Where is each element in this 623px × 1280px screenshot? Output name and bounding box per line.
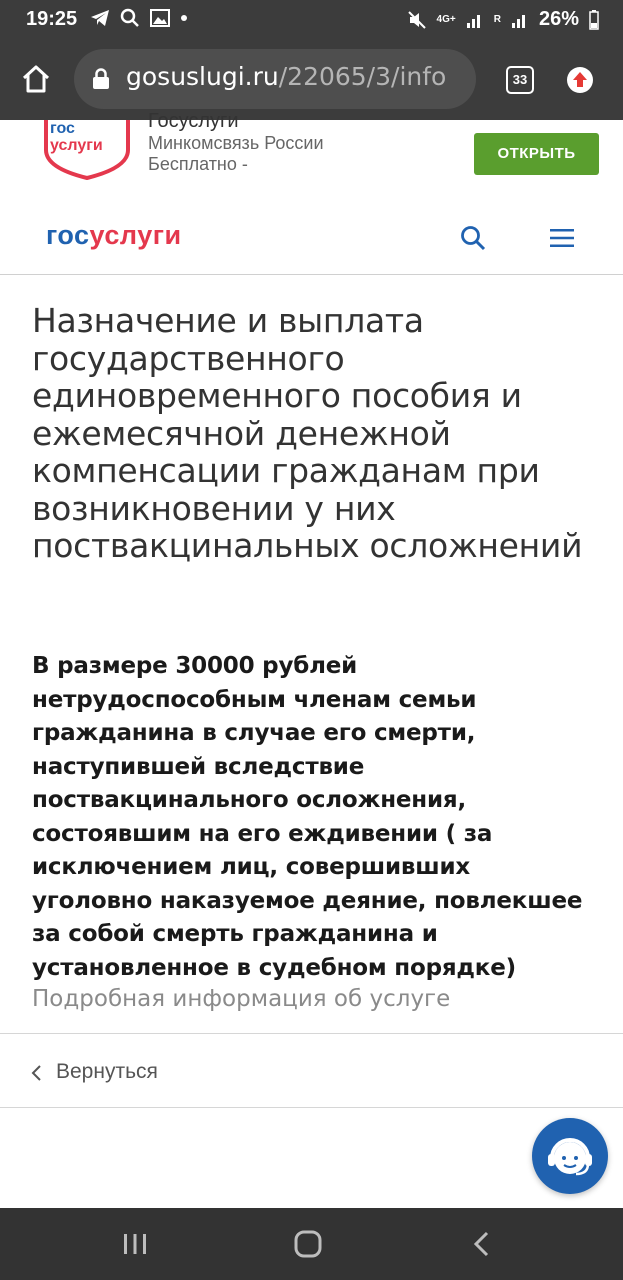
service-description: В размере 30000 рублей нетрудоспособным членам семьи гражданина в случае его смерти, наступившей вследствие поствакцинального осложнения, состоявшим на его еждивении ( за исключением лиц, совершивших уголовно наказуемое деяние, повлекшее за собой смерть гражданина и установленное в судебном порядке) (32, 653, 583, 981)
gallery-icon (150, 9, 170, 27)
app-install-banner (0, 110, 623, 201)
search-icon[interactable] (460, 225, 486, 251)
update-icon[interactable] (566, 66, 594, 94)
search-notification-icon (120, 8, 140, 28)
network-type: 4G+ (436, 14, 456, 25)
divider-top (0, 1033, 623, 1034)
chevron-left-icon (30, 1064, 42, 1082)
banner-logo-top-text: гос (50, 120, 75, 137)
url-path: /22065/3/info (278, 62, 447, 91)
gosuslugi-logo[interactable] (46, 220, 182, 251)
status-system-icons (407, 8, 599, 31)
home-icon[interactable] (20, 63, 52, 95)
battery-icon (589, 10, 599, 30)
url-domain: gosuslugi.ru (126, 62, 279, 91)
banner-price: Бесплатно - (148, 154, 248, 174)
menu-icon[interactable] (550, 228, 574, 248)
signal-icon (466, 12, 484, 28)
support-chat-button[interactable] (532, 1118, 608, 1194)
gosuslugi-app-logo (42, 120, 132, 180)
mute-icon (407, 10, 427, 30)
address-bar[interactable] (74, 49, 476, 109)
url-text (126, 62, 446, 91)
back-label: Вернуться (56, 1060, 158, 1083)
more-info-link[interactable]: Подробная информация об услуге (32, 986, 451, 1012)
site-header (0, 200, 623, 275)
telegram-icon (90, 9, 110, 27)
status-notification-icons (90, 8, 188, 28)
back-nav-icon[interactable] (472, 1230, 490, 1258)
roaming-indicator: R (493, 14, 501, 25)
status-bar (0, 0, 623, 38)
open-app-button[interactable]: ОТКРЫТЬ (474, 133, 599, 175)
logo-part-uslugi: услуги (89, 220, 182, 250)
status-time: 19:25 (26, 8, 78, 30)
support-operator-icon (532, 1118, 608, 1194)
browser-toolbar (0, 38, 623, 120)
recent-apps-icon[interactable] (122, 1232, 148, 1256)
page-title: Назначение и выплата государственного единовременного пособия и ежемесячной денежной компенсации гражданам при возникновении у них поствакцинальных осложнений (32, 301, 583, 565)
logo-part-gos: гос (46, 220, 90, 250)
dot-icon (180, 14, 188, 22)
system-navigation-bar (0, 1208, 623, 1280)
battery-level: 26% (538, 8, 579, 30)
banner-app-title: Госуслуги (148, 110, 239, 132)
divider-bottom (0, 1107, 623, 1108)
back-link[interactable] (0, 1036, 623, 1108)
tabs-button[interactable]: 33 (506, 66, 534, 94)
lock-icon (92, 68, 110, 90)
signal-icon-2 (511, 12, 529, 28)
home-nav-icon[interactable] (294, 1230, 322, 1258)
banner-publisher: Минкомсвязь России (148, 133, 324, 153)
banner-logo-bottom-text: услуги (50, 137, 103, 154)
